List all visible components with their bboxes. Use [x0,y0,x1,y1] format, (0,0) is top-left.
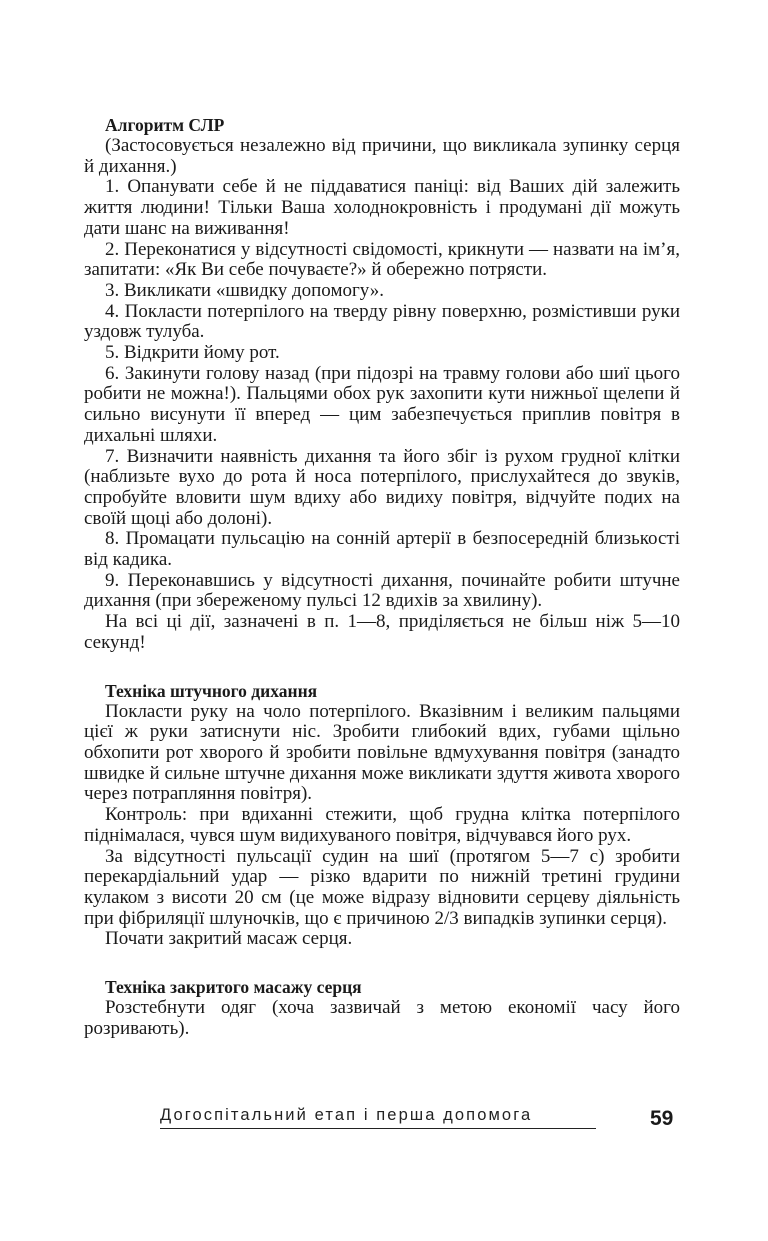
cpr-step-3: 3. Викликати «швидку допомогу». [105,279,384,301]
breathing-paragraph: Контроль: при вдиханні стежити, щоб грудна клітка потерпілого піднімалася, чувся шум видихуваного повітря, відчувався його рух. [84,804,680,846]
page-body [84,114,680,1039]
cpr-step-5: 5. Відкрити йому рот. [105,342,280,364]
cpr-step-6: 6. Закинути голову назад (при підозрі на травму голови або шиї цього робити не можна!). Пальцями обох рук захопити кути нижньої щелепи й сильно висунути її вперед — цим забезпечується приплив повітря в дихальні шляхи. [84,362,680,446]
breathing-paragraph: За відсутності пульсації судин на шиї (протягом 5—7 с) зробити перекардіальний удар — різко вдарити по нижній третині грудини кулаком з висоти 20 см (це може відразу відновити серцеву діяльність при фібриляції шлуночків, що є причиною 2/3 випадків зупинки серця). [84,845,680,929]
section-heading-breathing: Техніка штучного дихання [105,680,318,701]
page-number: 59 [650,1107,674,1130]
cpr-step-2: 2. Переконатися у відсутності свідомості, крикнути — назвати на ім’я, запитати: «Як Ви себе почуваєте?» й обережно потрясти. [84,238,680,281]
cpr-step-4: 4. Покласти потерпілого на тверду рівну поверхню, розмістивши руки уздовж тулуба. [84,300,680,343]
section-heading-massage: Техніка закритого масажу серця [105,977,362,998]
cpr-time-note: На всі ці дії, зазначені в п. 1—8, приділяється не більш ніж 5—10 секунд! [84,611,680,653]
running-footer-title: Догоспітальний етап і перша допомога [160,1106,596,1129]
cpr-intro: (Застосовується незалежно від причини, що викликала зупинку серця й дихання.) [84,135,680,177]
breathing-paragraph: Почати закритий масаж серця. [105,928,353,950]
cpr-step-8: 8. Промацати пульсацію на сонній артерії в безпосередній близькості від кадика. [84,528,680,571]
cpr-step-7: 7. Визначити наявність дихання та його збіг із рухом грудної клітки (наблизьте вухо до рота й носа потерпілого, прислухайтеся до звуків, спробуйте вловити шум вдиху або видиху повітря, відчуйте подих на своїй щоці або долоні). [84,445,680,529]
massage-paragraph: Розстебнути одяг (хоча зазвичай з метою економії часу його розривають). [84,997,680,1039]
cpr-step-1: 1. Опанувати себе й не піддаватися паніці: від Ваших дій залежить життя людини! Тільки Ваша холоднокровність і продумані дії можуть дати шанс на виживання! [84,176,680,239]
breathing-paragraph: Покласти руку на чоло потерпілого. Вказівним і великим пальцями цієї ж руки затиснути ніс. Зробити глибокий вдих, губами щільно обхопити рот хворого й зробити повільне вдмухування повітря (занадто швидке й сильне штучне дихання може викликати здуття живота хворого через потрапляння повітря). [84,700,680,805]
cpr-step-9: 9. Переконавшись у відсутності дихання, починайте робити штучне дихання (при збереженому пульсі 12 вдихів за хвилину). [84,569,680,612]
section-heading-cpr: Алгоритм СЛР [105,115,225,135]
